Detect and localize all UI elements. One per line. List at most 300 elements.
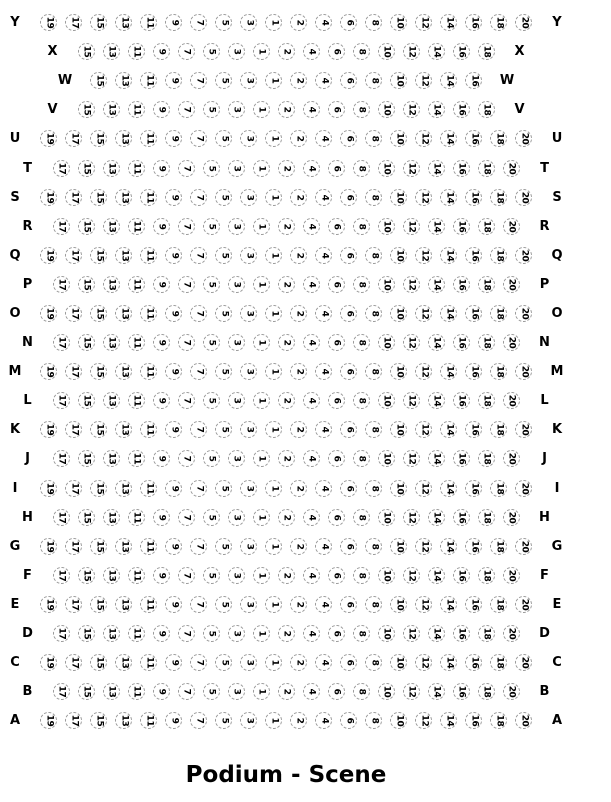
seat-U3[interactable]: [240, 130, 257, 147]
seat-F1[interactable]: [253, 567, 270, 584]
seat-C10[interactable]: [390, 654, 407, 671]
seat-D4[interactable]: [303, 625, 320, 642]
seat-V3[interactable]: [228, 101, 245, 118]
seat-Q4[interactable]: [315, 247, 332, 264]
seat-K9[interactable]: [165, 421, 182, 438]
seat-D14[interactable]: [428, 625, 445, 642]
seat-I20[interactable]: [515, 480, 532, 497]
seat-O9[interactable]: [165, 305, 182, 322]
seat-L17[interactable]: [53, 392, 70, 409]
seat-K12[interactable]: [415, 421, 432, 438]
seat-A6[interactable]: [340, 712, 357, 729]
seat-G13[interactable]: [115, 538, 132, 555]
seat-F5[interactable]: [203, 567, 220, 584]
seat-D12[interactable]: [403, 625, 420, 642]
seat-Y7[interactable]: [190, 14, 207, 31]
seat-L13[interactable]: [103, 392, 120, 409]
seat-O3[interactable]: [240, 305, 257, 322]
seat-A1[interactable]: [265, 712, 282, 729]
seat-B11[interactable]: [128, 683, 145, 700]
seat-O13[interactable]: [115, 305, 132, 322]
seat-I5[interactable]: [215, 480, 232, 497]
seat-P7[interactable]: [178, 276, 195, 293]
seat-Q6[interactable]: [340, 247, 357, 264]
seat-K15[interactable]: [90, 421, 107, 438]
seat-E1[interactable]: [265, 596, 282, 613]
seat-R12[interactable]: [403, 218, 420, 235]
seat-I3[interactable]: [240, 480, 257, 497]
seat-X15[interactable]: [78, 43, 95, 60]
seat-R7[interactable]: [178, 218, 195, 235]
seat-A12[interactable]: [415, 712, 432, 729]
seat-D11[interactable]: [128, 625, 145, 642]
seat-X11[interactable]: [128, 43, 145, 60]
seat-C17[interactable]: [65, 654, 82, 671]
seat-O20[interactable]: [515, 305, 532, 322]
seat-T17[interactable]: [53, 160, 70, 177]
seat-P6[interactable]: [328, 276, 345, 293]
seat-F12[interactable]: [403, 567, 420, 584]
seat-B18[interactable]: [478, 683, 495, 700]
seat-H2[interactable]: [278, 509, 295, 526]
seat-S17[interactable]: [65, 189, 82, 206]
seat-K18[interactable]: [490, 421, 507, 438]
seat-H16[interactable]: [453, 509, 470, 526]
seat-X2[interactable]: [278, 43, 295, 60]
seat-X1[interactable]: [253, 43, 270, 60]
seat-V1[interactable]: [253, 101, 270, 118]
seat-R6[interactable]: [328, 218, 345, 235]
seat-Y4[interactable]: [315, 14, 332, 31]
seat-P17[interactable]: [53, 276, 70, 293]
seat-T7[interactable]: [178, 160, 195, 177]
seat-Q20[interactable]: [515, 247, 532, 264]
seat-V16[interactable]: [453, 101, 470, 118]
seat-L20[interactable]: [503, 392, 520, 409]
seat-U9[interactable]: [165, 130, 182, 147]
seat-D5[interactable]: [203, 625, 220, 642]
seat-N17[interactable]: [53, 334, 70, 351]
seat-H7[interactable]: [178, 509, 195, 526]
seat-V9[interactable]: [153, 101, 170, 118]
seat-F3[interactable]: [228, 567, 245, 584]
seat-U14[interactable]: [440, 130, 457, 147]
seat-J12[interactable]: [403, 450, 420, 467]
seat-B4[interactable]: [303, 683, 320, 700]
seat-C7[interactable]: [190, 654, 207, 671]
seat-V5[interactable]: [203, 101, 220, 118]
seat-F13[interactable]: [103, 567, 120, 584]
seat-T10[interactable]: [378, 160, 395, 177]
seat-E2[interactable]: [290, 596, 307, 613]
seat-C9[interactable]: [165, 654, 182, 671]
seat-F16[interactable]: [453, 567, 470, 584]
seat-I4[interactable]: [315, 480, 332, 497]
seat-C8[interactable]: [365, 654, 382, 671]
seat-G20[interactable]: [515, 538, 532, 555]
seat-C6[interactable]: [340, 654, 357, 671]
seat-G1[interactable]: [265, 538, 282, 555]
seat-E7[interactable]: [190, 596, 207, 613]
seat-X5[interactable]: [203, 43, 220, 60]
seat-P14[interactable]: [428, 276, 445, 293]
seat-T9[interactable]: [153, 160, 170, 177]
seat-I1[interactable]: [265, 480, 282, 497]
seat-A15[interactable]: [90, 712, 107, 729]
seat-G3[interactable]: [240, 538, 257, 555]
seat-M2[interactable]: [290, 363, 307, 380]
seat-D10[interactable]: [378, 625, 395, 642]
seat-C16[interactable]: [465, 654, 482, 671]
seat-X18[interactable]: [478, 43, 495, 60]
seat-D15[interactable]: [78, 625, 95, 642]
seat-S18[interactable]: [490, 189, 507, 206]
seat-Q19[interactable]: [40, 247, 57, 264]
seat-P5[interactable]: [203, 276, 220, 293]
seat-O6[interactable]: [340, 305, 357, 322]
seat-Y14[interactable]: [440, 14, 457, 31]
seat-B6[interactable]: [328, 683, 345, 700]
seat-W9[interactable]: [165, 72, 182, 89]
seat-P15[interactable]: [78, 276, 95, 293]
seat-L11[interactable]: [128, 392, 145, 409]
seat-U18[interactable]: [490, 130, 507, 147]
seat-C5[interactable]: [215, 654, 232, 671]
seat-G10[interactable]: [390, 538, 407, 555]
seat-H20[interactable]: [503, 509, 520, 526]
seat-M7[interactable]: [190, 363, 207, 380]
seat-R8[interactable]: [353, 218, 370, 235]
seat-H9[interactable]: [153, 509, 170, 526]
seat-L3[interactable]: [228, 392, 245, 409]
seat-K19[interactable]: [40, 421, 57, 438]
seat-U7[interactable]: [190, 130, 207, 147]
seat-M9[interactable]: [165, 363, 182, 380]
seat-R4[interactable]: [303, 218, 320, 235]
seat-H4[interactable]: [303, 509, 320, 526]
seat-Y15[interactable]: [90, 14, 107, 31]
seat-O18[interactable]: [490, 305, 507, 322]
seat-D3[interactable]: [228, 625, 245, 642]
seat-X14[interactable]: [428, 43, 445, 60]
seat-L5[interactable]: [203, 392, 220, 409]
seat-I6[interactable]: [340, 480, 357, 497]
seat-E15[interactable]: [90, 596, 107, 613]
seat-J6[interactable]: [328, 450, 345, 467]
seat-H5[interactable]: [203, 509, 220, 526]
seat-W1[interactable]: [265, 72, 282, 89]
seat-L10[interactable]: [378, 392, 395, 409]
seat-I13[interactable]: [115, 480, 132, 497]
seat-T5[interactable]: [203, 160, 220, 177]
seat-U4[interactable]: [315, 130, 332, 147]
seat-P2[interactable]: [278, 276, 295, 293]
seat-Y6[interactable]: [340, 14, 357, 31]
seat-Q13[interactable]: [115, 247, 132, 264]
seat-D20[interactable]: [503, 625, 520, 642]
seat-N13[interactable]: [103, 334, 120, 351]
seat-O4[interactable]: [315, 305, 332, 322]
seat-N18[interactable]: [478, 334, 495, 351]
seat-A16[interactable]: [465, 712, 482, 729]
seat-D13[interactable]: [103, 625, 120, 642]
seat-Q1[interactable]: [265, 247, 282, 264]
seat-U11[interactable]: [140, 130, 157, 147]
seat-Q14[interactable]: [440, 247, 457, 264]
seat-T16[interactable]: [453, 160, 470, 177]
seat-F14[interactable]: [428, 567, 445, 584]
seat-M16[interactable]: [465, 363, 482, 380]
seat-V8[interactable]: [353, 101, 370, 118]
seat-M5[interactable]: [215, 363, 232, 380]
seat-O12[interactable]: [415, 305, 432, 322]
seat-M14[interactable]: [440, 363, 457, 380]
seat-V18[interactable]: [478, 101, 495, 118]
seat-T1[interactable]: [253, 160, 270, 177]
seat-R14[interactable]: [428, 218, 445, 235]
seat-O2[interactable]: [290, 305, 307, 322]
seat-G18[interactable]: [490, 538, 507, 555]
seat-I17[interactable]: [65, 480, 82, 497]
seat-X12[interactable]: [403, 43, 420, 60]
seat-L18[interactable]: [478, 392, 495, 409]
seat-B5[interactable]: [203, 683, 220, 700]
seat-R2[interactable]: [278, 218, 295, 235]
seat-S8[interactable]: [365, 189, 382, 206]
seat-X10[interactable]: [378, 43, 395, 60]
seat-P3[interactable]: [228, 276, 245, 293]
seat-E20[interactable]: [515, 596, 532, 613]
seat-B20[interactable]: [503, 683, 520, 700]
seat-I2[interactable]: [290, 480, 307, 497]
seat-W5[interactable]: [215, 72, 232, 89]
seat-V10[interactable]: [378, 101, 395, 118]
seat-H15[interactable]: [78, 509, 95, 526]
seat-I7[interactable]: [190, 480, 207, 497]
seat-Y16[interactable]: [465, 14, 482, 31]
seat-M17[interactable]: [65, 363, 82, 380]
seat-S14[interactable]: [440, 189, 457, 206]
seat-Y2[interactable]: [290, 14, 307, 31]
seat-F18[interactable]: [478, 567, 495, 584]
seat-A9[interactable]: [165, 712, 182, 729]
seat-U2[interactable]: [290, 130, 307, 147]
seat-J10[interactable]: [378, 450, 395, 467]
seat-C13[interactable]: [115, 654, 132, 671]
seat-M18[interactable]: [490, 363, 507, 380]
seat-J3[interactable]: [228, 450, 245, 467]
seat-J16[interactable]: [453, 450, 470, 467]
seat-D6[interactable]: [328, 625, 345, 642]
seat-A11[interactable]: [140, 712, 157, 729]
seat-G15[interactable]: [90, 538, 107, 555]
seat-H3[interactable]: [228, 509, 245, 526]
seat-M10[interactable]: [390, 363, 407, 380]
seat-T12[interactable]: [403, 160, 420, 177]
seat-O19[interactable]: [40, 305, 57, 322]
seat-J15[interactable]: [78, 450, 95, 467]
seat-K4[interactable]: [315, 421, 332, 438]
seat-V6[interactable]: [328, 101, 345, 118]
seat-Q18[interactable]: [490, 247, 507, 264]
seat-U10[interactable]: [390, 130, 407, 147]
seat-S4[interactable]: [315, 189, 332, 206]
seat-R5[interactable]: [203, 218, 220, 235]
seat-F4[interactable]: [303, 567, 320, 584]
seat-D16[interactable]: [453, 625, 470, 642]
seat-D17[interactable]: [53, 625, 70, 642]
seat-U12[interactable]: [415, 130, 432, 147]
seat-V14[interactable]: [428, 101, 445, 118]
seat-H11[interactable]: [128, 509, 145, 526]
seat-A3[interactable]: [240, 712, 257, 729]
seat-T15[interactable]: [78, 160, 95, 177]
seat-A18[interactable]: [490, 712, 507, 729]
seat-M1[interactable]: [265, 363, 282, 380]
seat-N2[interactable]: [278, 334, 295, 351]
seat-X13[interactable]: [103, 43, 120, 60]
seat-U15[interactable]: [90, 130, 107, 147]
seat-A7[interactable]: [190, 712, 207, 729]
seat-M3[interactable]: [240, 363, 257, 380]
seat-Q3[interactable]: [240, 247, 257, 264]
seat-E11[interactable]: [140, 596, 157, 613]
seat-D9[interactable]: [153, 625, 170, 642]
seat-K17[interactable]: [65, 421, 82, 438]
seat-M20[interactable]: [515, 363, 532, 380]
seat-A2[interactable]: [290, 712, 307, 729]
seat-S5[interactable]: [215, 189, 232, 206]
seat-K2[interactable]: [290, 421, 307, 438]
seat-Q17[interactable]: [65, 247, 82, 264]
seat-T3[interactable]: [228, 160, 245, 177]
seat-P16[interactable]: [453, 276, 470, 293]
seat-T6[interactable]: [328, 160, 345, 177]
seat-J5[interactable]: [203, 450, 220, 467]
seat-M19[interactable]: [40, 363, 57, 380]
seat-J20[interactable]: [503, 450, 520, 467]
seat-L4[interactable]: [303, 392, 320, 409]
seat-N12[interactable]: [403, 334, 420, 351]
seat-I18[interactable]: [490, 480, 507, 497]
seat-J14[interactable]: [428, 450, 445, 467]
seat-N4[interactable]: [303, 334, 320, 351]
seat-Q12[interactable]: [415, 247, 432, 264]
seat-Q5[interactable]: [215, 247, 232, 264]
seat-I11[interactable]: [140, 480, 157, 497]
seat-O11[interactable]: [140, 305, 157, 322]
seat-B15[interactable]: [78, 683, 95, 700]
seat-N14[interactable]: [428, 334, 445, 351]
seat-K16[interactable]: [465, 421, 482, 438]
seat-V4[interactable]: [303, 101, 320, 118]
seat-E9[interactable]: [165, 596, 182, 613]
seat-Y19[interactable]: [40, 14, 57, 31]
seat-H18[interactable]: [478, 509, 495, 526]
seat-C2[interactable]: [290, 654, 307, 671]
seat-O1[interactable]: [265, 305, 282, 322]
seat-T4[interactable]: [303, 160, 320, 177]
seat-P11[interactable]: [128, 276, 145, 293]
seat-R9[interactable]: [153, 218, 170, 235]
seat-X8[interactable]: [353, 43, 370, 60]
seat-G4[interactable]: [315, 538, 332, 555]
seat-E6[interactable]: [340, 596, 357, 613]
seat-I19[interactable]: [40, 480, 57, 497]
seat-U20[interactable]: [515, 130, 532, 147]
seat-B10[interactable]: [378, 683, 395, 700]
seat-F11[interactable]: [128, 567, 145, 584]
seat-S13[interactable]: [115, 189, 132, 206]
seat-B2[interactable]: [278, 683, 295, 700]
seat-T13[interactable]: [103, 160, 120, 177]
seat-E4[interactable]: [315, 596, 332, 613]
seat-U8[interactable]: [365, 130, 382, 147]
seat-O14[interactable]: [440, 305, 457, 322]
seat-G8[interactable]: [365, 538, 382, 555]
seat-E14[interactable]: [440, 596, 457, 613]
seat-D1[interactable]: [253, 625, 270, 642]
seat-O5[interactable]: [215, 305, 232, 322]
seat-N6[interactable]: [328, 334, 345, 351]
seat-G6[interactable]: [340, 538, 357, 555]
seat-S3[interactable]: [240, 189, 257, 206]
seat-G5[interactable]: [215, 538, 232, 555]
seat-S11[interactable]: [140, 189, 157, 206]
seat-H13[interactable]: [103, 509, 120, 526]
seat-S9[interactable]: [165, 189, 182, 206]
seat-N10[interactable]: [378, 334, 395, 351]
seat-L1[interactable]: [253, 392, 270, 409]
seat-B8[interactable]: [353, 683, 370, 700]
seat-Q8[interactable]: [365, 247, 382, 264]
seat-G2[interactable]: [290, 538, 307, 555]
seat-Y12[interactable]: [415, 14, 432, 31]
seat-B13[interactable]: [103, 683, 120, 700]
seat-J7[interactable]: [178, 450, 195, 467]
seat-R13[interactable]: [103, 218, 120, 235]
seat-A17[interactable]: [65, 712, 82, 729]
seat-B9[interactable]: [153, 683, 170, 700]
seat-A10[interactable]: [390, 712, 407, 729]
seat-W11[interactable]: [140, 72, 157, 89]
seat-U1[interactable]: [265, 130, 282, 147]
seat-D2[interactable]: [278, 625, 295, 642]
seat-Q9[interactable]: [165, 247, 182, 264]
seat-J2[interactable]: [278, 450, 295, 467]
seat-O7[interactable]: [190, 305, 207, 322]
seat-C15[interactable]: [90, 654, 107, 671]
seat-Q11[interactable]: [140, 247, 157, 264]
seat-M15[interactable]: [90, 363, 107, 380]
seat-C4[interactable]: [315, 654, 332, 671]
seat-L15[interactable]: [78, 392, 95, 409]
seat-Y9[interactable]: [165, 14, 182, 31]
seat-E19[interactable]: [40, 596, 57, 613]
seat-S7[interactable]: [190, 189, 207, 206]
seat-S1[interactable]: [265, 189, 282, 206]
seat-K10[interactable]: [390, 421, 407, 438]
seat-K8[interactable]: [365, 421, 382, 438]
seat-H14[interactable]: [428, 509, 445, 526]
seat-Q10[interactable]: [390, 247, 407, 264]
seat-R11[interactable]: [128, 218, 145, 235]
seat-M4[interactable]: [315, 363, 332, 380]
seat-Y10[interactable]: [390, 14, 407, 31]
seat-T2[interactable]: [278, 160, 295, 177]
seat-L8[interactable]: [353, 392, 370, 409]
seat-G19[interactable]: [40, 538, 57, 555]
